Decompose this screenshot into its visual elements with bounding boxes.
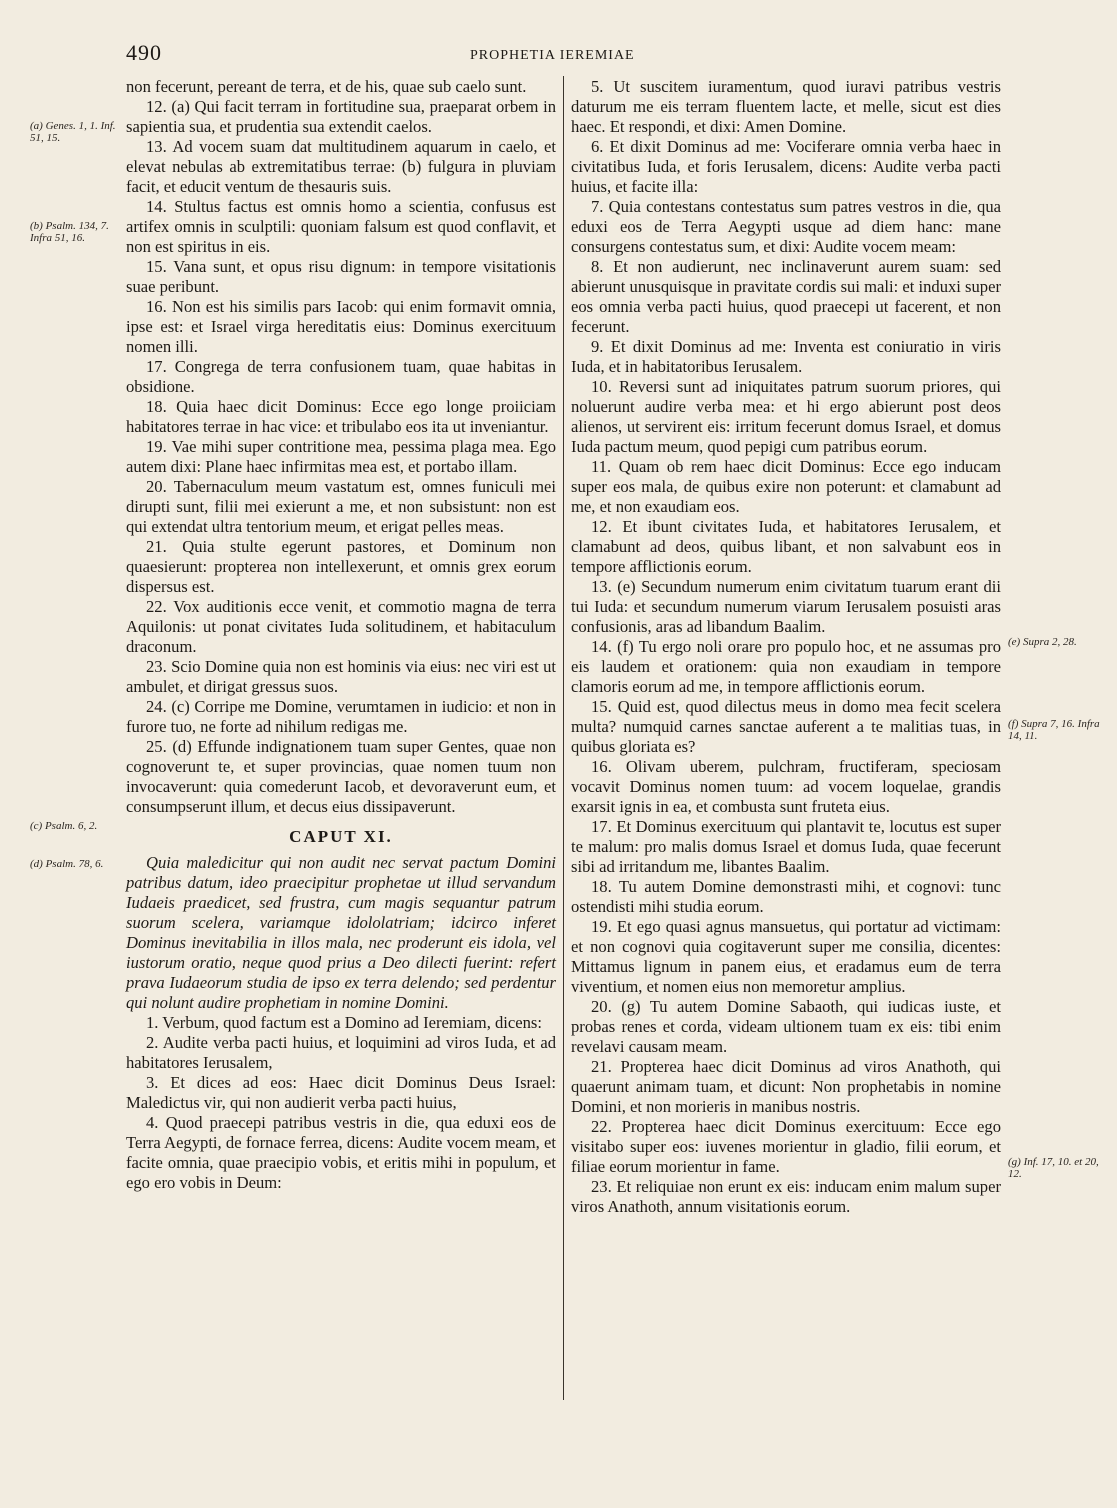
verse-paragraph: 13. Ad vocem suam dat multitudinem aquarum in caelo, et elevat nebulas ab extremitatibus terrae: (b) fulgura in pluviam facit, et educit ventum de thesauris suis. [126, 137, 556, 196]
verse-paragraph: 15. Quid est, quod dilectus meus in domo mea fecit scelera multa? numquid carnes sanctae auferent a te malitias tuas, in quibus gloriata es? [571, 697, 1001, 756]
left-column [126, 77, 556, 1193]
verse-paragraph: 23. Et reliquiae non erunt ex eis: inducam enim malum super viros Anathoth, annum visitationis eorum. [571, 1177, 1001, 1216]
verse-paragraph: 7. Quia contestans contestatus sum patres vestros in die, qua eduxi eos de Terra Aegypti usque ad diem hanc: mane consurgens contestatus sum, et dixi: Audite vocem meam: [571, 197, 1001, 256]
verse-paragraph: 14. Stultus factus est omnis homo a scientia, confusus est artifex omnis in sculptili: quoniam falsum est quod conflavit, et non est spiritus in eis. [126, 197, 556, 256]
verse-paragraph: 4. Quod praecepi patribus vestris in die, qua eduxi eos de Terra Aegypti, de fornace ferrea, dicens: Audite vocem meam, et facite omnia, quae praecipio vobis, et eritis mihi in populum, et ego ero vobis in Deum: [126, 1113, 556, 1192]
verse-paragraph: 9. Et dixit Dominus ad me: Inventa est coniuratio in viris Iuda, et in habitatoribus Ierusalem. [571, 337, 1001, 376]
left-paragraphs [126, 77, 556, 817]
verse-paragraph: 21. Propterea haec dicit Dominus ad viros Anathoth, qui quaerunt animam tuam, et dicunt: Non prophetabis in nomine Domini, et non morieris in manibus nostris. [571, 1057, 1001, 1116]
running-head: PROPHETIA IEREMIAE [470, 48, 635, 63]
margin-note-f: (f) Supra 7, 16. Infra 14, 11. [1008, 718, 1100, 742]
verse-paragraph: 22. Propterea haec dicit Dominus exercituum: Ecce ego visitabo super eos: iuvenes morientur in gladio, filii eorum, et filiae eorum morientur in fame. [571, 1117, 1001, 1176]
verse-paragraph: 24. (c) Corripe me Domine, verumtamen in iudicio: et non in furore tuo, ne forte ad nihilum redigas me. [126, 697, 556, 736]
margin-note-b: (b) Psalm. 134, 7. Infra 51, 16. [30, 220, 109, 244]
verse-paragraph: 18. Tu autem Domine demonstrasti mihi, et cognovi: tunc ostendisti mihi studia eorum. [571, 877, 1001, 916]
verse-paragraph: 11. Quam ob rem haec dicit Dominus: Ecce ego inducam super eos mala, de quibus exire non poterunt: et clamabunt ad me, et non exaudiam eos. [571, 457, 1001, 516]
chapter-heading: CAPUT XI. [289, 827, 393, 846]
verse-paragraph: 20. (g) Tu autem Domine Sabaoth, qui iudicas iuste, et probas renes et corda, videam ultionem tuam ex eis: tibi enim revelavi causam meam. [571, 997, 1001, 1056]
verse-paragraph: 25. (d) Effunde indignationem tuam super Gentes, quae non cognoverunt te, et super provincias, quae nomen tuum non invocaverunt: quia comederunt Iacob, et devoraverunt eum, et consumpserunt illum, et decus eius dissipaverunt. [126, 737, 556, 816]
verse-paragraph: 21. Quia stulte egerunt pastores, et Dominum non quaesierunt: propterea non intellexerunt, et omnis grex eorum dispersus est. [126, 537, 556, 596]
margin-note-a: (a) Genes. 1, 1. Inf. 51, 15. [30, 120, 116, 144]
verse-paragraph: 3. Et dices ad eos: Haec dicit Dominus Deus Israel: Maledictus vir, qui non audierit verba pacti huius, [126, 1073, 556, 1112]
verse-paragraph: 22. Vox auditionis ecce venit, et commotio magna de terra Aquilonis: ut ponat civitates Iuda solitudinem, et habitaculum draconum. [126, 597, 556, 656]
verse-paragraph: 12. Et ibunt civitates Iuda, et habitatores Ierusalem, et clamabunt ad deos, quibus libant, et non salvabunt eos in tempore afflictionis eorum. [571, 517, 1001, 576]
verse-paragraph: 19. Et ego quasi agnus mansuetus, qui portatur ad victimam: et non cognovi quia cogitaverunt super me consilia, dicentes: Mittamus lignum in panem eius, et eradamus eum de terra viventium, et nomen eius non memoretur amplius. [571, 917, 1001, 996]
margin-note-d: (d) Psalm. 78, 6. [30, 858, 104, 870]
verse-paragraph: 17. Congrega de terra confusionem tuam, quae habitas in obsidione. [126, 357, 556, 396]
verse-paragraph: 17. Et Dominus exercituum qui plantavit te, locutus est super te malum: pro malis domus Israel et domus Iuda, quae fecerunt sibi ad irritandum me, libantes Baalim. [571, 817, 1001, 876]
verse-paragraph: 5. Ut suscitem iuramentum, quod iuravi patribus vestris daturum me eis terram fluentem lacte, et melle, sicut est dies haec. Et respondi, et dixi: Amen Domine. [571, 77, 1001, 136]
left-paragraphs-after [126, 1013, 556, 1193]
margin-note-c: (c) Psalm. 6, 2. [30, 820, 98, 832]
right-column [571, 77, 1001, 1217]
verse-paragraph: non fecerunt, pereant de terra, et de his, quae sub caelo sunt. [126, 77, 527, 96]
verse-paragraph: 8. Et non audierunt, nec inclinaverunt aurem suam: sed abierunt unusquisque in pravitate cordis sui mali: et induxi super eos omnia verba pacti huius, quod praecepi ut facerent, et non fecerunt. [571, 257, 1001, 336]
verse-paragraph: 16. Non est his similis pars Iacob: qui enim formavit omnia, ipse est: et Israel virga hereditatis eius: Dominus exercituum nomen illi. [126, 297, 556, 356]
verse-paragraph: 6. Et dixit Dominus ad me: Vociferare omnia verba haec in civitatibus Iuda, et foris Ierusalem, dicens: Audite verba pacti huius, et facite illa: [571, 137, 1001, 196]
verse-paragraph: 13. (e) Secundum numerum enim civitatum tuarum erant dii tui Iuda: et secundum numerum viarum Ierusalem posuisti aras confusionis, aras ad libandum Baalim. [571, 577, 1001, 636]
chapter-summary: Quia maledicitur qui non audit nec servat pactum Domini patribus datum, ideo praecipitur prophetae ut illud servandum Iudaeis praedicet, sed frustra, cum magis sequantur patrum suorum scelera, variamque idololatriam; idcirco inferet Dominus inevitabilia in illos mala, nec proderunt eis idola, vel iustorum oratio, neque quod prius a Deo dilecti fuerint: refert prava Iudaeorum studia de ipso ex terra delendo; sed perdentur qui nolunt audire prophetiam in nomine Domini. [126, 853, 556, 1012]
page-number: 490 [126, 40, 162, 65]
verse-paragraph: 20. Tabernaculum meum vastatum est, omnes funiculi mei dirupti sunt, filii mei exierunt a me, et non subsistunt: non est qui extendat ultra tentorium meum, et erigat pelles meas. [126, 477, 556, 536]
verse-paragraph: 14. (f) Tu ergo noli orare pro populo hoc, et ne assumas pro eis laudem et orationem: quia non exaudiam in tempore clamoris eorum ad me, in tempore afflictionis eorum. [571, 637, 1001, 696]
margin-note-g: (g) Inf. 17, 10. et 20, 12. [1008, 1156, 1099, 1180]
verse-paragraph: 18. Quia haec dicit Dominus: Ecce ego longe proiiciam habitatores terrae in hac vice: et tribulabo eos ita ut inveniantur. [126, 397, 556, 436]
right-paragraphs [571, 77, 1001, 1217]
margin-note-e: (e) Supra 2, 28. [1008, 636, 1077, 648]
verse-paragraph: 19. Vae mihi super contritione mea, pessima plaga mea. Ego autem dixi: Plane haec infirmitas mea est, et portabo illam. [126, 437, 556, 476]
verse-paragraph: 16. Olivam uberem, pulchram, fructiferam, speciosam vocavit Dominus nomen tuum: ad vocem loquelae, grandis exarsit ignis in ea, et combusta sunt fruteta eius. [571, 757, 1001, 816]
verse-paragraph: 12. (a) Qui facit terram in fortitudine sua, praeparat orbem in sapientia sua, et prudentia sua extendit caelos. [126, 97, 556, 136]
verse-paragraph: 23. Scio Domine quia non est hominis via eius: nec viri est ut ambulet, et dirigat gressus suos. [126, 657, 556, 696]
column-divider [563, 76, 564, 1400]
verse-paragraph: 2. Audite verba pacti huius, et loquimini ad viros Iuda, et ad habitatores Ierusalem, [126, 1033, 556, 1072]
verse-paragraph: 10. Reversi sunt ad iniquitates patrum suorum priores, qui noluerunt audire verba mea: et hi ergo abierunt post deos alienos, ut servirent eis: irritum fecerunt domus Israel, et domus Iuda pactum meum, quod pepigi cum patribus eorum. [571, 377, 1001, 456]
verse-paragraph: 1. Verbum, quod factum est a Domino ad Ieremiam, dicens: [146, 1013, 542, 1032]
verse-paragraph: 15. Vana sunt, et opus risu dignum: in tempore visitationis suae peribunt. [126, 257, 556, 296]
